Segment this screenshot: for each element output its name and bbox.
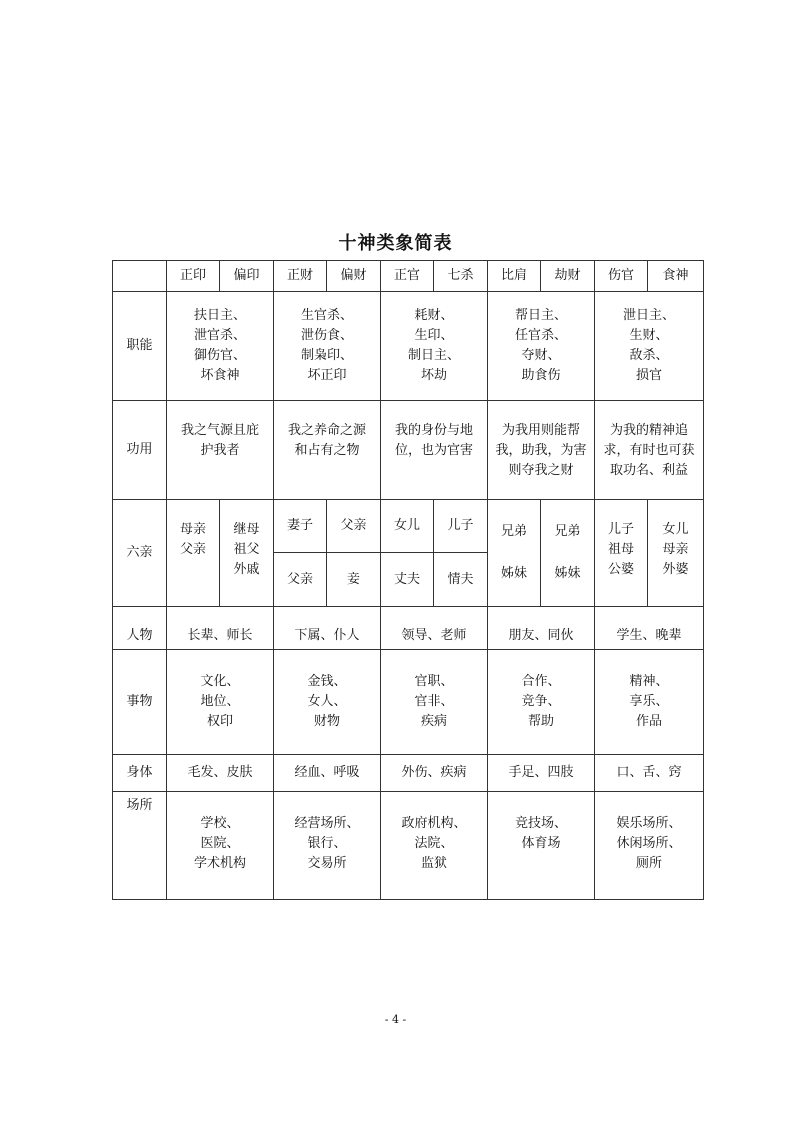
header-cell: 七杀 — [434, 261, 488, 292]
cell-line: 祖父 — [233, 542, 260, 557]
cell-line: 厕所 — [635, 856, 662, 871]
cell-line: 损官 — [635, 368, 662, 383]
cell-line: 生官杀、 — [300, 308, 353, 323]
page-title: 十神类象简表 — [338, 233, 453, 254]
table-cell — [488, 292, 595, 401]
cell-line: 作品 — [635, 714, 662, 729]
cell-line: 泄日主、 — [622, 308, 675, 323]
table-cell: 女儿 — [381, 500, 434, 553]
cell-line: 学术机构 — [193, 856, 246, 871]
table-cell — [381, 401, 488, 500]
header-cell: 正印 — [167, 261, 220, 292]
cell-line: 外戚 — [233, 562, 260, 577]
table-cell — [595, 650, 704, 755]
cell-line: 生印、 — [414, 328, 454, 343]
table-cell: 妾 — [327, 553, 381, 607]
cell-line: 合作、 — [521, 674, 561, 689]
cell-line: 官职、 — [414, 674, 454, 689]
shiwu-row — [113, 650, 704, 755]
cell-line: 我之养命之源 — [287, 423, 366, 438]
table-cell — [167, 401, 274, 500]
header-cell: 劫财 — [541, 261, 595, 292]
table-cell — [488, 401, 595, 500]
cell-line: 则夺我之财 — [508, 463, 574, 478]
cell-line: 祖母 — [607, 542, 634, 557]
table-cell: 毛发、皮肤 — [167, 755, 274, 792]
table-cell — [488, 792, 595, 900]
table-cell: 妻子 — [274, 500, 327, 553]
cell-line: 位，也为官害 — [394, 443, 473, 458]
cell-line: 坏食神 — [200, 368, 240, 383]
cell-line: 父亲 — [179, 542, 206, 557]
table-cell — [274, 792, 381, 900]
table-cell — [381, 792, 488, 900]
table-cell — [648, 500, 704, 607]
cell-line: 护我者 — [200, 443, 240, 458]
table-cell — [595, 500, 648, 607]
table-cell: 丈夫 — [381, 553, 434, 607]
cell-line: 扶日主、 — [193, 308, 246, 323]
cell-line: 和占有之物 — [294, 443, 360, 458]
cell-line: 外婆 — [662, 562, 689, 577]
ten-gods-table — [112, 260, 704, 900]
cell-line: 我，助我，为害 — [495, 443, 587, 458]
table-cell: 口、舌、窍 — [595, 755, 704, 792]
cell-line: 耗财、 — [414, 308, 454, 323]
row-label: 人物 — [113, 607, 167, 650]
cell-line: 我之气源且庇 — [180, 423, 259, 438]
table-cell: 父亲 — [327, 500, 381, 553]
table-cell: 经血、呼吸 — [274, 755, 381, 792]
cell-line: 享乐、 — [629, 694, 669, 709]
table-cell — [595, 292, 704, 401]
cell-line: 公婆 — [607, 562, 634, 577]
row-label: 功用 — [113, 401, 167, 500]
header-row — [113, 261, 704, 292]
cell-line: 帮日主、 — [514, 308, 567, 323]
cell-line: 帮助 — [527, 714, 554, 729]
cell-line: 继母 — [233, 522, 260, 537]
cell-line: 为我的精神追 — [609, 423, 688, 438]
table-cell: 儿子 — [434, 500, 488, 553]
cell-line: 疾病 — [420, 714, 447, 729]
cell-line: 银行、 — [307, 836, 347, 851]
cell-line: 制日主、 — [407, 348, 460, 363]
renwu-row — [113, 607, 704, 650]
table-cell: 下属、仆人 — [274, 607, 381, 650]
cell-line: 监狱 — [420, 856, 447, 871]
cell-line: 取功名、利益 — [609, 463, 688, 478]
cell-line: 泄官杀、 — [193, 328, 246, 343]
table-cell: 领导、老师 — [381, 607, 488, 650]
cell-line: 财物 — [313, 714, 340, 729]
table-cell: 父亲 — [274, 553, 327, 607]
cell-line: 母亲 — [179, 522, 206, 537]
cell-line: 休闲场所、 — [616, 836, 682, 851]
cell-line: 法院、 — [414, 836, 454, 851]
table-cell: 学生、晚辈 — [595, 607, 704, 650]
shenti-row — [113, 755, 704, 792]
cell-line: 姊妹 — [500, 566, 527, 581]
cell-line: 经营场所、 — [294, 816, 360, 831]
table-cell — [274, 292, 381, 401]
row-label: 职能 — [113, 292, 167, 401]
cell-line: 儿子 — [607, 522, 634, 537]
cell-line: 为我用则能帮 — [501, 423, 580, 438]
table-cell — [167, 792, 274, 900]
zhineng-row — [113, 292, 704, 401]
table-cell — [381, 650, 488, 755]
cell-line: 竞争、 — [521, 694, 561, 709]
cell-line: 敌杀、 — [629, 348, 669, 363]
table-cell: 手足、四肢 — [488, 755, 595, 792]
cell-line: 女儿 — [662, 522, 689, 537]
cell-line: 体育场 — [521, 836, 561, 851]
table-cell: 长辈、师长 — [167, 607, 274, 650]
table-cell — [167, 292, 274, 401]
cell-line: 坏正印 — [307, 368, 347, 383]
cell-line: 泄伤食、 — [300, 328, 353, 343]
table-cell — [167, 650, 274, 755]
page-number: - 4 - — [384, 1013, 407, 1026]
row-label: 场所 — [113, 792, 167, 900]
table-cell — [220, 500, 274, 607]
cell-line: 竞技场、 — [514, 816, 567, 831]
table-cell — [274, 401, 381, 500]
header-cell: 偏财 — [327, 261, 381, 292]
cell-line: 夺财、 — [521, 348, 561, 363]
changsuo-row — [113, 792, 704, 900]
row-label: 六亲 — [113, 500, 167, 607]
header-cell: 正官 — [381, 261, 434, 292]
header-cell: 食神 — [648, 261, 704, 292]
cell-line: 任官杀、 — [514, 328, 567, 343]
cell-line: 母亲 — [662, 542, 689, 557]
cell-line: 医院、 — [200, 836, 240, 851]
table-cell — [274, 650, 381, 755]
cell-line: 我的身份与地 — [394, 423, 473, 438]
table-cell: 外伤、疾病 — [381, 755, 488, 792]
table-cell — [488, 650, 595, 755]
cell-line: 御伤官、 — [193, 348, 246, 363]
row-label: 身体 — [113, 755, 167, 792]
header-cell: 比肩 — [488, 261, 541, 292]
cell-line: 兄弟 — [554, 524, 581, 539]
corner-cell — [113, 261, 167, 292]
table-cell: 情夫 — [434, 553, 488, 607]
cell-line: 精神、 — [629, 674, 669, 689]
cell-line: 政府机构、 — [401, 816, 467, 831]
cell-line: 娱乐场所、 — [616, 816, 682, 831]
cell-line: 制枭印、 — [300, 348, 353, 363]
cell-line: 坏劫 — [420, 368, 447, 383]
cell-line: 学校、 — [200, 816, 240, 831]
header-cell: 偏印 — [220, 261, 274, 292]
table-cell — [381, 292, 488, 401]
cell-line: 地位、 — [200, 694, 240, 709]
table-cell — [488, 500, 541, 607]
cell-line: 求，有时也可获 — [603, 443, 695, 458]
table-cell — [595, 401, 704, 500]
cell-line: 姊妹 — [554, 566, 581, 581]
cell-line: 兄弟 — [500, 524, 527, 539]
table-cell — [541, 500, 595, 607]
cell-line: 生财、 — [629, 328, 669, 343]
cell-line: 文化、 — [200, 674, 240, 689]
header-cell: 正财 — [274, 261, 327, 292]
cell-line: 权印 — [206, 714, 233, 729]
liuqin-row — [113, 500, 704, 553]
cell-line: 助食伤 — [521, 368, 561, 383]
table-cell — [167, 500, 220, 607]
cell-line: 交易所 — [307, 856, 347, 871]
cell-line: 金钱、 — [307, 674, 347, 689]
table-cell — [595, 792, 704, 900]
cell-line: 女人、 — [307, 694, 347, 709]
table-cell: 朋友、同伙 — [488, 607, 595, 650]
cell-line: 官非、 — [414, 694, 454, 709]
gongyong-row — [113, 401, 704, 500]
header-cell: 伤官 — [595, 261, 648, 292]
row-label: 事物 — [113, 650, 167, 755]
